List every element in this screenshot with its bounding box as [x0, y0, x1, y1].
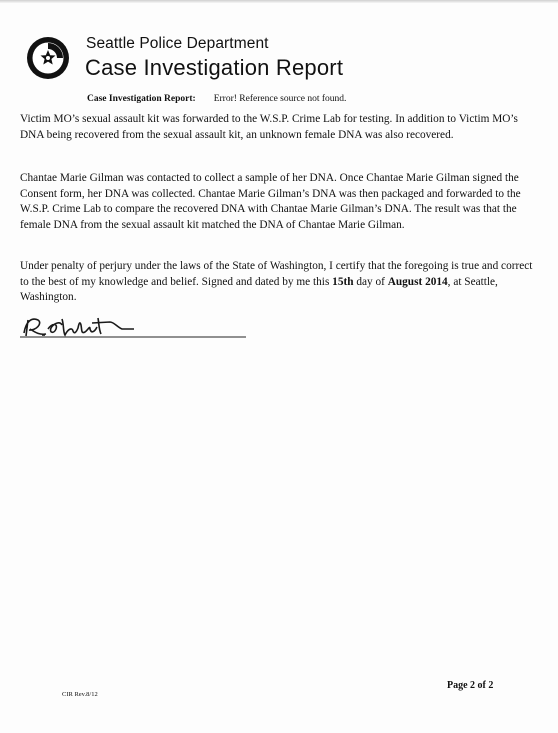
certification-place: , at Seattle, Washington. [20, 275, 498, 303]
report-header [26, 30, 446, 90]
signed-day: 15th [332, 275, 354, 288]
signed-month-year: August 2014 [387, 275, 448, 288]
subject-value: Error! Reference source not found. [213, 94, 347, 104]
certification-text: Under penalty of perjury under the laws of the State of Washington, I certify that the foregoing is true and correct to the best of my knowledge and belief. Signed and dated by me this [20, 260, 533, 288]
paragraph-certification [20, 259, 540, 306]
subject-line [87, 94, 346, 104]
subject-label: Case Investigation Report: [87, 94, 196, 104]
police-star-badge-icon [26, 36, 70, 80]
report-title: Case Investigation Report [85, 55, 344, 80]
paragraph-dna-kit: Victim MO’s sexual assault kit was forwarded to the W.S.P. Crime Lab for testing. In addition to Victim MO’s DNA being recovered from the sexual assault kit, an unknown female DNA was also recovered. [20, 113, 518, 141]
paragraph-dna-comparison: Chantae Marie Gilman was contacted to collect a sample of her DNA. Once Chantae Marie Gilman signed the Consent form, her DNA was collected. Chantae Marie Gilman’s DNA was then packaged and forwarded to the W.S.P. Crime Lab to compare the recovered DNA with Chantae Marie Gilman’s DNA. The result was that the female DNA from the sexual assault kit matched the DNA of Chantae Marie Gilman. [20, 172, 521, 231]
form-revision: CIR Rev.8/12 [62, 691, 98, 698]
signature [18, 311, 248, 343]
page-number: Page 2 of 2 [447, 680, 494, 691]
certification-day-of: day of [353, 275, 388, 288]
scan-edge [0, 0, 558, 3]
department-name: Seattle Police Department [86, 35, 269, 52]
